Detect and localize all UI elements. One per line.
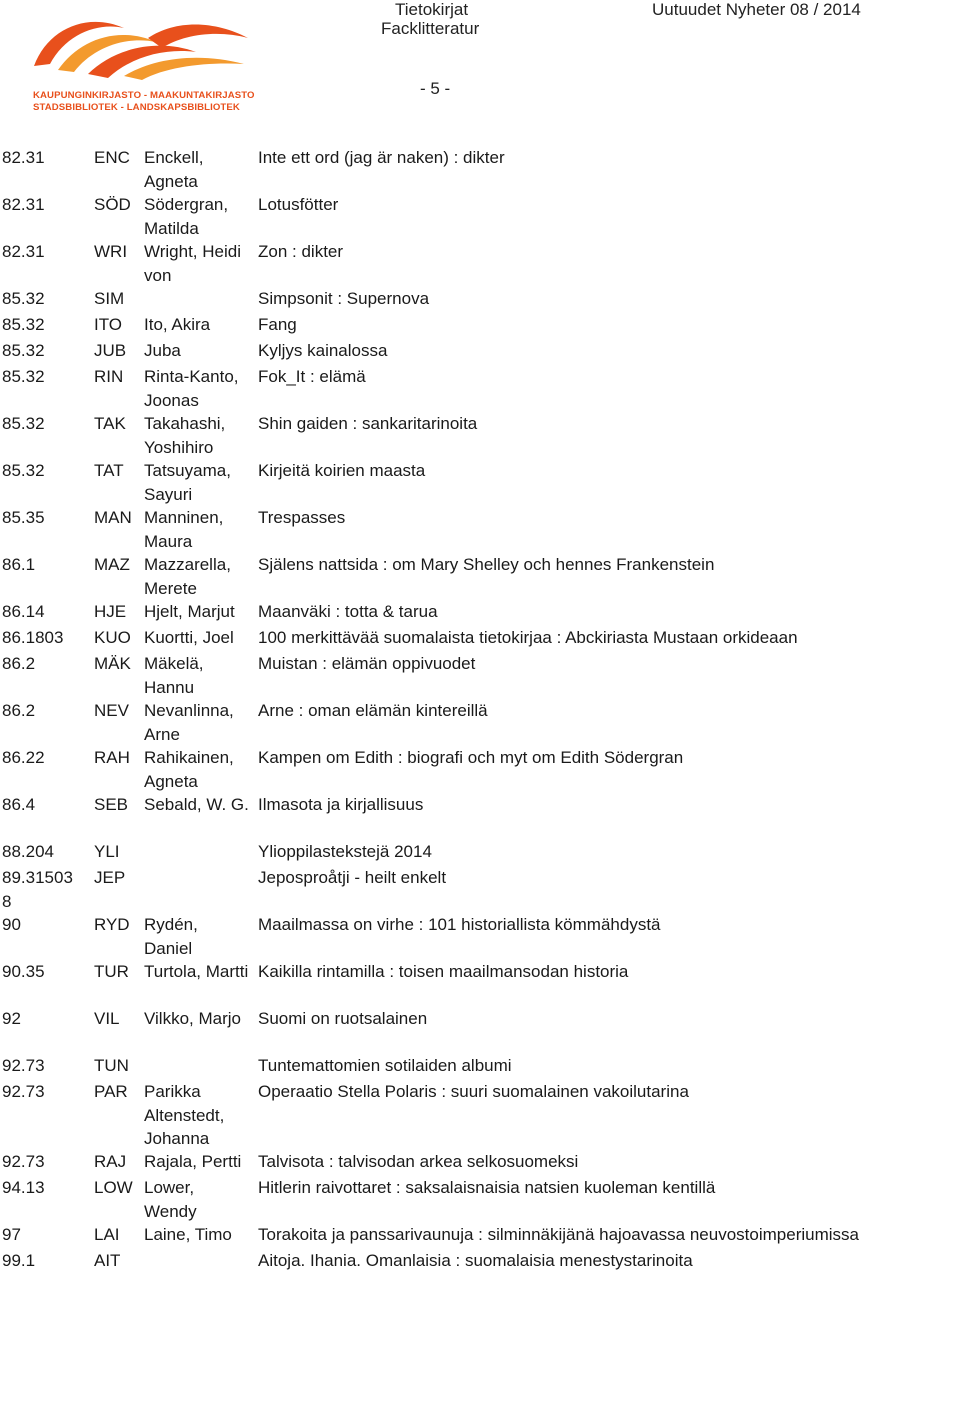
book-title: Simpsonit : Supernova [258, 289, 430, 308]
page-number: - 5 - [420, 79, 451, 98]
shelf-code: NEV [94, 701, 129, 720]
class-number: 86.2 [2, 654, 36, 673]
shelf-code: SÖD [94, 195, 131, 214]
book-title: Ylioppilastekstejä 2014 [258, 842, 432, 861]
class-number: 86.1 [2, 555, 36, 574]
issue-title: Uutuudet Nyheter 08 / 2014 [652, 0, 861, 19]
class-number: 86.1803 [2, 628, 64, 647]
author: Sebald, W. G. [144, 795, 249, 814]
author: Takahashi, Yoshihiro [144, 414, 226, 457]
book-title: Aitoja. Ihania. Omanlaisia : suomalaisia menestystarinoita [258, 1251, 693, 1270]
book-title: Kirjeitä koirien maasta [258, 461, 426, 480]
book-title: Muistan : elämän oppivuodet [258, 654, 476, 673]
class-number: 86.2 [2, 701, 36, 720]
shelf-code: LOW [94, 1178, 133, 1197]
author: Vilkko, Marjo [144, 1009, 241, 1028]
list-item [0, 339, 960, 365]
list-item [0, 1007, 960, 1054]
author: Turtola, Martti [144, 962, 249, 981]
book-title: Kaikilla rintamilla : toisen maailmansodan historia [258, 962, 629, 981]
class-number: 86.22 [2, 748, 45, 767]
class-number: 89.315038 [2, 868, 73, 911]
list-item [0, 553, 960, 600]
class-number: 85.32 [2, 414, 45, 433]
book-title: Zon : dikter [258, 242, 344, 261]
class-number: 85.35 [2, 508, 45, 527]
shelf-code: AIT [94, 1251, 121, 1270]
shelf-code: ENC [94, 148, 130, 167]
author: Rajala, Pertti [144, 1152, 242, 1171]
book-title: Torakoita ja panssarivaunuja : silminnäkijänä hajoavassa neuvostoimperiumissa [258, 1225, 859, 1244]
list-item [0, 146, 960, 193]
list-item [0, 1080, 960, 1150]
book-title: Maailmassa on virhe : 101 historiallista kömmähdystä [258, 915, 661, 934]
class-number: 97 [2, 1225, 21, 1244]
class-number: 92.73 [2, 1056, 45, 1075]
author: Parikka Altenstedt, Johanna [144, 1082, 225, 1148]
author: Tatsuyama, Sayuri [144, 461, 231, 504]
author: Rydén, Daniel [144, 915, 198, 958]
author: Rinta-Kanto, Joonas [144, 367, 239, 410]
class-number: 94.13 [2, 1178, 45, 1197]
book-title: 100 merkittävää suomalaista tietokirjaa : Abckiriasta Mustaan orkideaan [258, 628, 798, 647]
book-title: Inte ett ord (jag är naken) : dikter [258, 148, 505, 167]
list-item [0, 1150, 960, 1176]
class-number: 85.32 [2, 367, 45, 386]
book-title: Fok_It : elämä [258, 367, 366, 386]
list-item [0, 626, 960, 652]
class-number: 82.31 [2, 195, 45, 214]
author: Södergran, Matilda [144, 195, 229, 238]
shelf-code: MAN [94, 508, 132, 527]
library-logo [28, 8, 256, 112]
class-number: 85.32 [2, 461, 45, 480]
list-item [0, 793, 960, 840]
list-item [0, 960, 960, 1007]
shelf-code: YLI [94, 842, 120, 861]
class-number: 85.32 [2, 315, 45, 334]
list-item [0, 840, 960, 866]
book-title: Kyljys kainalossa [258, 341, 388, 360]
book-list [0, 146, 960, 1275]
book-title: Hitlerin raivottaret : saksalaisnaisia natsien kuoleman kentillä [258, 1178, 716, 1197]
book-title: Ilmasota ja kirjallisuus [258, 795, 424, 814]
class-number: 86.4 [2, 795, 36, 814]
shelf-code: MÄK [94, 654, 131, 673]
class-number: 85.32 [2, 341, 45, 360]
book-title: Arne : oman elämän kintereillä [258, 701, 488, 720]
list-item [0, 600, 960, 626]
shelf-code: TAK [94, 414, 126, 433]
class-number: 82.31 [2, 148, 45, 167]
book-title: Jeposproåtji - heilt enkelt [258, 868, 447, 887]
class-number: 90 [2, 915, 21, 934]
shelf-code: MAZ [94, 555, 130, 574]
book-title: Talvisota : talvisodan arkea selkosuomeksi [258, 1152, 579, 1171]
class-number: 90.35 [2, 962, 45, 981]
author: Juba [144, 341, 181, 360]
list-item [0, 913, 960, 960]
shelf-code: RAJ [94, 1152, 127, 1171]
shelf-code: TUR [94, 962, 129, 981]
author: Hjelt, Marjut [144, 602, 235, 621]
class-number: 85.32 [2, 289, 45, 308]
shelf-code: WRI [94, 242, 128, 261]
author: Kuortti, Joel [144, 628, 234, 647]
logo-line-1: KAUPUNGINKIRJASTO - MAAKUNTAKIRJASTO [33, 90, 255, 101]
class-number: 86.14 [2, 602, 45, 621]
list-item [0, 287, 960, 313]
shelf-code: SEB [94, 795, 129, 814]
shelf-code: TUN [94, 1056, 129, 1075]
class-number: 92.73 [2, 1082, 45, 1101]
list-item [0, 459, 960, 506]
list-item [0, 506, 960, 553]
author: Mäkelä, Hannu [144, 654, 204, 697]
list-item [0, 699, 960, 746]
author: Ito, Akira [144, 315, 211, 334]
swoosh-logo-icon [28, 8, 256, 90]
category-fi: Tietokirjat [395, 0, 469, 19]
shelf-code: PAR [94, 1082, 128, 1101]
class-number: 88.204 [2, 842, 54, 861]
shelf-code: VIL [94, 1009, 120, 1028]
shelf-code: SIM [94, 289, 125, 308]
author: Nevanlinna, Arne [144, 701, 234, 744]
list-item [0, 193, 960, 240]
book-title: Kampen om Edith : biografi och myt om Edith Södergran [258, 748, 684, 767]
shelf-code: ITO [94, 315, 123, 334]
shelf-code: RIN [94, 367, 124, 386]
author: Laine, Timo [144, 1225, 232, 1244]
shelf-code: TAT [94, 461, 124, 480]
book-title: Fang [258, 315, 297, 334]
list-item [0, 866, 960, 913]
list-item [0, 1223, 960, 1249]
author: Rahikainen, Agneta [144, 748, 234, 791]
class-number: 92.73 [2, 1152, 45, 1171]
category-sv: Facklitteratur [381, 19, 480, 38]
list-item [0, 313, 960, 339]
book-title: Tuntemattomien sotilaiden albumi [258, 1056, 512, 1075]
list-item [0, 746, 960, 793]
book-title: Själens nattsida : om Mary Shelley och hennes Frankenstein [258, 555, 715, 574]
shelf-code: JEP [94, 868, 126, 887]
book-title: Trespasses [258, 508, 346, 527]
author: Lower, Wendy [144, 1178, 197, 1221]
logo-line-2: STADSBIBLIOTEK - LANDSKAPSBIBLIOTEK [33, 102, 240, 113]
shelf-code: KUO [94, 628, 131, 647]
list-item [0, 652, 960, 699]
book-title: Operaatio Stella Polaris : suuri suomalainen vakoilutarina [258, 1082, 689, 1101]
shelf-code: HJE [94, 602, 127, 621]
shelf-code: RYD [94, 915, 130, 934]
class-number: 82.31 [2, 242, 45, 261]
list-item [0, 412, 960, 459]
class-number: 99.1 [2, 1251, 36, 1270]
author: Manninen, Maura [144, 508, 224, 551]
book-title: Suomi on ruotsalainen [258, 1009, 428, 1028]
shelf-code: LAI [94, 1225, 120, 1244]
book-title: Lotusfötter [258, 195, 339, 214]
shelf-code: RAH [94, 748, 130, 767]
book-title: Maanväki : totta & tarua [258, 602, 438, 621]
shelf-code: JUB [94, 341, 127, 360]
list-item [0, 1054, 960, 1080]
author: Mazzarella, Merete [144, 555, 231, 598]
author: Enckell, Agneta [144, 148, 204, 191]
author: Wright, Heidi von [144, 242, 241, 285]
list-item [0, 240, 960, 287]
list-item [0, 1249, 960, 1275]
list-item [0, 365, 960, 412]
list-item [0, 1176, 960, 1223]
book-title: Shin gaiden : sankaritarinoita [258, 414, 478, 433]
class-number: 92 [2, 1009, 21, 1028]
